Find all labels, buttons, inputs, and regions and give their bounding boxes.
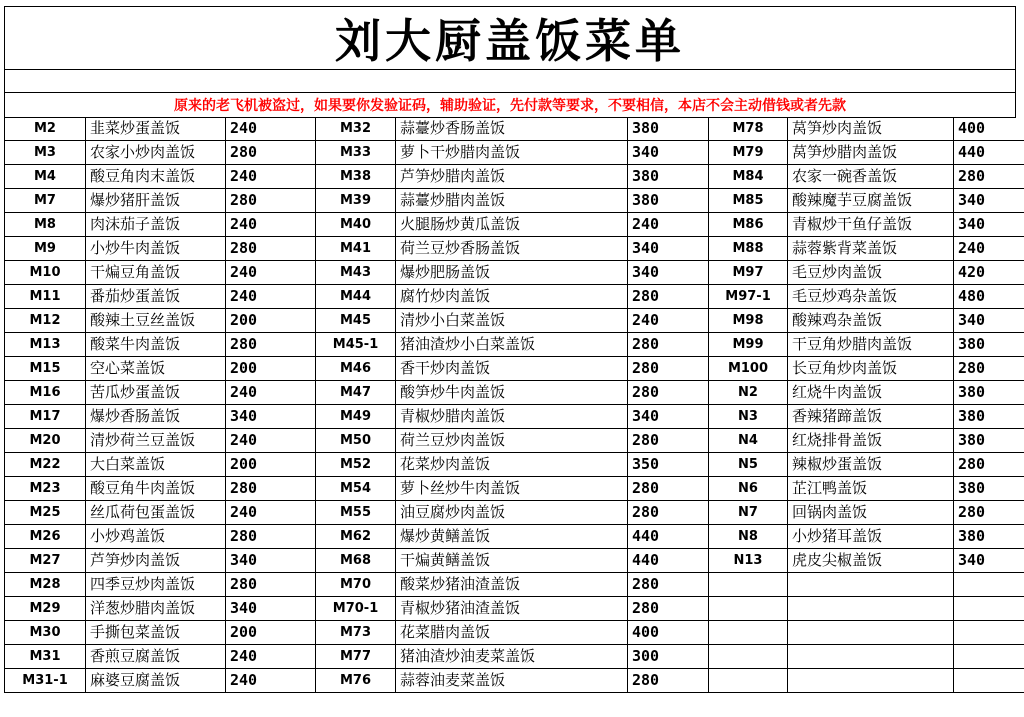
dish-code: M25 [5, 501, 86, 525]
dish-code: M44 [316, 285, 396, 309]
dish-price: 340 [954, 189, 1024, 213]
dish-code: M45-1 [316, 333, 396, 357]
dish-name: 酸笋炒牛肉盖饭 [396, 381, 628, 405]
menu-row [709, 117, 1024, 141]
dish-name: 青椒炒腊肉盖饭 [396, 405, 628, 429]
dish-code: M46 [316, 357, 396, 381]
dish-name: 酸豆角肉末盖饭 [86, 165, 226, 189]
dish-code: M13 [5, 333, 86, 357]
dish-code: M49 [316, 405, 396, 429]
dish-name: 腐竹炒肉盖饭 [396, 285, 628, 309]
menu-row [5, 645, 316, 669]
dish-price: 200 [226, 357, 316, 381]
dish-code: M4 [5, 165, 86, 189]
dish-price: 240 [628, 213, 709, 237]
dish-name: 苦瓜炒蛋盖饭 [86, 381, 226, 405]
empty-cell [954, 573, 1024, 597]
empty-cell [954, 669, 1024, 693]
dish-price: 280 [954, 453, 1024, 477]
empty-cell [709, 669, 788, 693]
empty-cell [709, 621, 788, 645]
menu-row [709, 501, 1024, 525]
dish-price: 340 [226, 549, 316, 573]
dish-price: 340 [954, 309, 1024, 333]
menu-row [316, 453, 709, 477]
dish-name: 韭菜炒蛋盖饭 [86, 117, 226, 141]
dish-name: 莴笋炒腊肉盖饭 [788, 141, 954, 165]
menu-row [709, 309, 1024, 333]
dish-name: 香辣猪蹄盖饭 [788, 405, 954, 429]
dish-name: 青椒炒猪油渣盖饭 [396, 597, 628, 621]
menu-row [316, 573, 709, 597]
dish-name: 麻婆豆腐盖饭 [86, 669, 226, 693]
dish-price: 280 [628, 357, 709, 381]
menu-row [5, 165, 316, 189]
dish-name: 干豆角炒腊肉盖饭 [788, 333, 954, 357]
dish-price: 340 [954, 213, 1024, 237]
dish-price: 340 [954, 549, 1024, 573]
dish-code: M33 [316, 141, 396, 165]
dish-code: M9 [5, 237, 86, 261]
dish-name: 虎皮尖椒盖饭 [788, 549, 954, 573]
dish-name: 大白菜盖饭 [86, 453, 226, 477]
dish-name: 小炒猪耳盖饭 [788, 525, 954, 549]
dish-name: 香干炒肉盖饭 [396, 357, 628, 381]
empty-cell [709, 597, 788, 621]
dish-price: 280 [628, 285, 709, 309]
dish-code: M7 [5, 189, 86, 213]
dish-price: 240 [226, 213, 316, 237]
dish-code: M29 [5, 597, 86, 621]
dish-code: M73 [316, 621, 396, 645]
dish-code: M39 [316, 189, 396, 213]
menu-row [5, 573, 316, 597]
dish-price: 200 [226, 309, 316, 333]
dish-name: 红烧牛肉盖饭 [788, 381, 954, 405]
dish-name: 酸辣土豆丝盖饭 [86, 309, 226, 333]
menu-row [709, 357, 1024, 381]
dish-code: M97 [709, 261, 788, 285]
dish-name: 酸辣魔芋豆腐盖饭 [788, 189, 954, 213]
menu-row [316, 237, 709, 261]
empty-cell [954, 645, 1024, 669]
dish-code: M16 [5, 381, 86, 405]
menu-column-3 [709, 117, 1024, 693]
dish-name: 毛豆炒肉盖饭 [788, 261, 954, 285]
dish-price: 240 [954, 237, 1024, 261]
dish-price: 280 [628, 501, 709, 525]
dish-name: 清炒荷兰豆盖饭 [86, 429, 226, 453]
dish-code: M79 [709, 141, 788, 165]
dish-name: 长豆角炒肉盖饭 [788, 357, 954, 381]
menu-row [316, 669, 709, 693]
dish-price: 280 [226, 573, 316, 597]
dish-price: 200 [226, 621, 316, 645]
dish-name: 芦笋炒肉盖饭 [86, 549, 226, 573]
empty-row [709, 597, 1024, 621]
dish-price: 240 [226, 669, 316, 693]
dish-name: 爆炒香肠盖饭 [86, 405, 226, 429]
dish-price: 280 [226, 333, 316, 357]
dish-name: 青椒炒干鱼仔盖饭 [788, 213, 954, 237]
menu-title-box [4, 6, 1016, 70]
menu-row [5, 261, 316, 285]
dish-name: 洋葱炒腊肉盖饭 [86, 597, 226, 621]
dish-price: 240 [628, 309, 709, 333]
dish-code: N5 [709, 453, 788, 477]
dish-price: 380 [954, 381, 1024, 405]
menu-row [5, 405, 316, 429]
empty-cell [788, 669, 954, 693]
menu-row [316, 381, 709, 405]
dish-code: N6 [709, 477, 788, 501]
menu-row [5, 141, 316, 165]
dish-code: M30 [5, 621, 86, 645]
dish-code: M84 [709, 165, 788, 189]
dish-price: 380 [954, 525, 1024, 549]
menu-column-1 [5, 117, 316, 693]
dish-price: 280 [226, 141, 316, 165]
dish-name: 酸菜炒猪油渣盖饭 [396, 573, 628, 597]
dish-code: M11 [5, 285, 86, 309]
menu-row [709, 189, 1024, 213]
dish-name: 蒜蓉油麦菜盖饭 [396, 669, 628, 693]
menu-row [5, 189, 316, 213]
dish-name: 蒜薹炒腊肉盖饭 [396, 189, 628, 213]
dish-price: 280 [628, 477, 709, 501]
menu-row [5, 285, 316, 309]
dish-code: M31 [5, 645, 86, 669]
menu-row [5, 453, 316, 477]
menu-row [316, 405, 709, 429]
dish-name: 毛豆炒鸡杂盖饭 [788, 285, 954, 309]
empty-cell [709, 573, 788, 597]
dish-price: 340 [628, 405, 709, 429]
dish-name: 猪油渣炒油麦菜盖饭 [396, 645, 628, 669]
dish-name: 荷兰豆炒香肠盖饭 [396, 237, 628, 261]
menu-title: 刘大厨盖饭菜单 [335, 14, 685, 68]
dish-code: M78 [709, 117, 788, 141]
dish-code: M97-1 [709, 285, 788, 309]
menu-row [5, 549, 316, 573]
dish-code: M88 [709, 237, 788, 261]
dish-price: 340 [226, 405, 316, 429]
dish-price: 280 [628, 597, 709, 621]
menu-grid [4, 117, 1017, 693]
dish-name: 红烧排骨盖饭 [788, 429, 954, 453]
menu-row [5, 357, 316, 381]
dish-name: 清炒小白菜盖饭 [396, 309, 628, 333]
dish-name: 四季豆炒肉盖饭 [86, 573, 226, 597]
menu-row [709, 477, 1024, 501]
dish-price: 440 [628, 525, 709, 549]
dish-name: 小炒牛肉盖饭 [86, 237, 226, 261]
dish-price: 380 [628, 165, 709, 189]
dish-name: 油豆腐炒肉盖饭 [396, 501, 628, 525]
dish-price: 340 [628, 237, 709, 261]
dish-name: 蒜薹炒香肠盖饭 [396, 117, 628, 141]
menu-row [709, 405, 1024, 429]
dish-name: 爆炒黄鳝盖饭 [396, 525, 628, 549]
dish-price: 340 [628, 261, 709, 285]
dish-code: M28 [5, 573, 86, 597]
dish-price: 280 [628, 429, 709, 453]
dish-name: 爆炒肥肠盖饭 [396, 261, 628, 285]
dish-price: 240 [226, 381, 316, 405]
menu-row [316, 309, 709, 333]
menu-row [5, 597, 316, 621]
menu-row [5, 381, 316, 405]
menu-row [5, 525, 316, 549]
menu-row [316, 285, 709, 309]
dish-price: 440 [954, 141, 1024, 165]
empty-row [709, 573, 1024, 597]
dish-code: M17 [5, 405, 86, 429]
menu-row [316, 549, 709, 573]
dish-name: 猪油渣炒小白菜盖饭 [396, 333, 628, 357]
dish-price: 280 [226, 237, 316, 261]
menu-row [316, 261, 709, 285]
dish-price: 380 [954, 405, 1024, 429]
dish-code: M26 [5, 525, 86, 549]
dish-code: M98 [709, 309, 788, 333]
dish-name: 干煸豆角盖饭 [86, 261, 226, 285]
dish-code: N8 [709, 525, 788, 549]
menu-row [316, 357, 709, 381]
empty-cell [954, 597, 1024, 621]
dish-code: N2 [709, 381, 788, 405]
dish-code: M99 [709, 333, 788, 357]
dish-price: 420 [954, 261, 1024, 285]
dish-name: 酸辣鸡杂盖饭 [788, 309, 954, 333]
menu-row [5, 333, 316, 357]
dish-price: 480 [954, 285, 1024, 309]
dish-name: 农家小炒肉盖饭 [86, 141, 226, 165]
dish-name: 莴笋炒肉盖饭 [788, 117, 954, 141]
dish-price: 240 [226, 285, 316, 309]
menu-row [316, 429, 709, 453]
menu-row [709, 165, 1024, 189]
dish-name: 花菜炒肉盖饭 [396, 453, 628, 477]
dish-name: 空心菜盖饭 [86, 357, 226, 381]
menu-row [316, 189, 709, 213]
menu-row [5, 621, 316, 645]
menu-row [5, 117, 316, 141]
menu-row [316, 477, 709, 501]
menu-row [316, 333, 709, 357]
dish-name: 酸豆角牛肉盖饭 [86, 477, 226, 501]
menu-row [5, 309, 316, 333]
menu-row [316, 501, 709, 525]
menu-row [709, 429, 1024, 453]
dish-price: 240 [226, 501, 316, 525]
dish-code: M20 [5, 429, 86, 453]
empty-cell [788, 621, 954, 645]
empty-cell [954, 621, 1024, 645]
dish-price: 300 [628, 645, 709, 669]
menu-row [709, 333, 1024, 357]
dish-code: M38 [316, 165, 396, 189]
menu-row [5, 477, 316, 501]
menu-row [709, 237, 1024, 261]
dish-code: N13 [709, 549, 788, 573]
menu-row [316, 645, 709, 669]
dish-name: 花菜腊肉盖饭 [396, 621, 628, 645]
dish-code: M32 [316, 117, 396, 141]
dish-code: M27 [5, 549, 86, 573]
dish-code: M77 [316, 645, 396, 669]
dish-name: 回锅肉盖饭 [788, 501, 954, 525]
dish-name: 手撕包菜盖饭 [86, 621, 226, 645]
dish-price: 340 [226, 597, 316, 621]
dish-price: 340 [628, 141, 709, 165]
dish-code: M31-1 [5, 669, 86, 693]
dish-code: M15 [5, 357, 86, 381]
menu-row [316, 165, 709, 189]
menu-row [709, 381, 1024, 405]
dish-price: 280 [628, 333, 709, 357]
dish-price: 200 [226, 453, 316, 477]
empty-cell [788, 645, 954, 669]
dish-code: M45 [316, 309, 396, 333]
dish-code: M62 [316, 525, 396, 549]
dish-name: 番茄炒蛋盖饭 [86, 285, 226, 309]
menu-row [5, 429, 316, 453]
menu-row [316, 117, 709, 141]
dish-price: 380 [628, 189, 709, 213]
dish-code: M76 [316, 669, 396, 693]
dish-code: M10 [5, 261, 86, 285]
dish-name: 芷江鸭盖饭 [788, 477, 954, 501]
dish-code: N7 [709, 501, 788, 525]
dish-name: 干煸黄鳝盖饭 [396, 549, 628, 573]
menu-row [5, 237, 316, 261]
scam-notice: 原来的老飞机被盗过，如果要你发验证码，辅助验证，先付款等要求，不要相信，本店不会主动借钱或者先款 [4, 92, 1016, 118]
menu-column-2 [316, 117, 709, 693]
dish-price: 280 [954, 165, 1024, 189]
dish-price: 380 [628, 117, 709, 141]
dish-price: 240 [226, 261, 316, 285]
dish-name: 萝卜丝炒牛肉盖饭 [396, 477, 628, 501]
dish-price: 280 [628, 573, 709, 597]
dish-code: M70 [316, 573, 396, 597]
menu-row [709, 453, 1024, 477]
empty-row [709, 645, 1024, 669]
dish-code: M41 [316, 237, 396, 261]
dish-name: 蒜蓉紫背菜盖饭 [788, 237, 954, 261]
menu-row [709, 261, 1024, 285]
menu-row [5, 213, 316, 237]
menu-row [709, 525, 1024, 549]
dish-code: M100 [709, 357, 788, 381]
dish-price: 280 [628, 669, 709, 693]
menu-row [709, 141, 1024, 165]
dish-price: 440 [628, 549, 709, 573]
dish-price: 380 [954, 477, 1024, 501]
dish-name: 丝瓜荷包蛋盖饭 [86, 501, 226, 525]
dish-code: M85 [709, 189, 788, 213]
dish-name: 肉沫茄子盖饭 [86, 213, 226, 237]
dish-code: M40 [316, 213, 396, 237]
menu-row [709, 549, 1024, 573]
dish-code: M2 [5, 117, 86, 141]
dish-name: 芦笋炒腊肉盖饭 [396, 165, 628, 189]
menu-row [316, 213, 709, 237]
dish-price: 280 [226, 477, 316, 501]
dish-code: N3 [709, 405, 788, 429]
dish-code: M23 [5, 477, 86, 501]
dish-code: M8 [5, 213, 86, 237]
dish-code: M70-1 [316, 597, 396, 621]
dish-price: 280 [628, 381, 709, 405]
dish-name: 火腿肠炒黄瓜盖饭 [396, 213, 628, 237]
dish-code: M50 [316, 429, 396, 453]
dish-price: 240 [226, 645, 316, 669]
dish-code: M12 [5, 309, 86, 333]
dish-price: 380 [954, 333, 1024, 357]
menu-row [316, 597, 709, 621]
dish-price: 280 [226, 189, 316, 213]
empty-cell [788, 597, 954, 621]
empty-row [709, 669, 1024, 693]
dish-price: 240 [226, 117, 316, 141]
dish-name: 小炒鸡盖饭 [86, 525, 226, 549]
dish-name: 萝卜干炒腊肉盖饭 [396, 141, 628, 165]
dish-price: 380 [954, 429, 1024, 453]
dish-code: M43 [316, 261, 396, 285]
dish-code: M52 [316, 453, 396, 477]
menu-row [709, 213, 1024, 237]
dish-name: 辣椒炒蛋盖饭 [788, 453, 954, 477]
dish-code: M47 [316, 381, 396, 405]
dish-code: M55 [316, 501, 396, 525]
menu-row [316, 525, 709, 549]
dish-code: M86 [709, 213, 788, 237]
dish-name: 爆炒猪肝盖饭 [86, 189, 226, 213]
empty-cell [788, 573, 954, 597]
dish-price: 280 [954, 357, 1024, 381]
menu-row [316, 141, 709, 165]
dish-price: 350 [628, 453, 709, 477]
empty-cell [709, 645, 788, 669]
menu-row [5, 669, 316, 693]
dish-code: M3 [5, 141, 86, 165]
menu-row [709, 285, 1024, 309]
dish-name: 香煎豆腐盖饭 [86, 645, 226, 669]
dish-price: 280 [954, 501, 1024, 525]
dish-code: N4 [709, 429, 788, 453]
dish-name: 酸菜牛肉盖饭 [86, 333, 226, 357]
dish-price: 400 [954, 117, 1024, 141]
menu-row [5, 501, 316, 525]
dish-price: 240 [226, 429, 316, 453]
dish-code: M54 [316, 477, 396, 501]
dish-code: M68 [316, 549, 396, 573]
dish-code: M22 [5, 453, 86, 477]
empty-row [709, 621, 1024, 645]
dish-price: 280 [226, 525, 316, 549]
dish-price: 240 [226, 165, 316, 189]
blank-row [4, 69, 1016, 93]
dish-name: 荷兰豆炒肉盖饭 [396, 429, 628, 453]
dish-name: 农家一碗香盖饭 [788, 165, 954, 189]
dish-price: 400 [628, 621, 709, 645]
menu-row [316, 621, 709, 645]
